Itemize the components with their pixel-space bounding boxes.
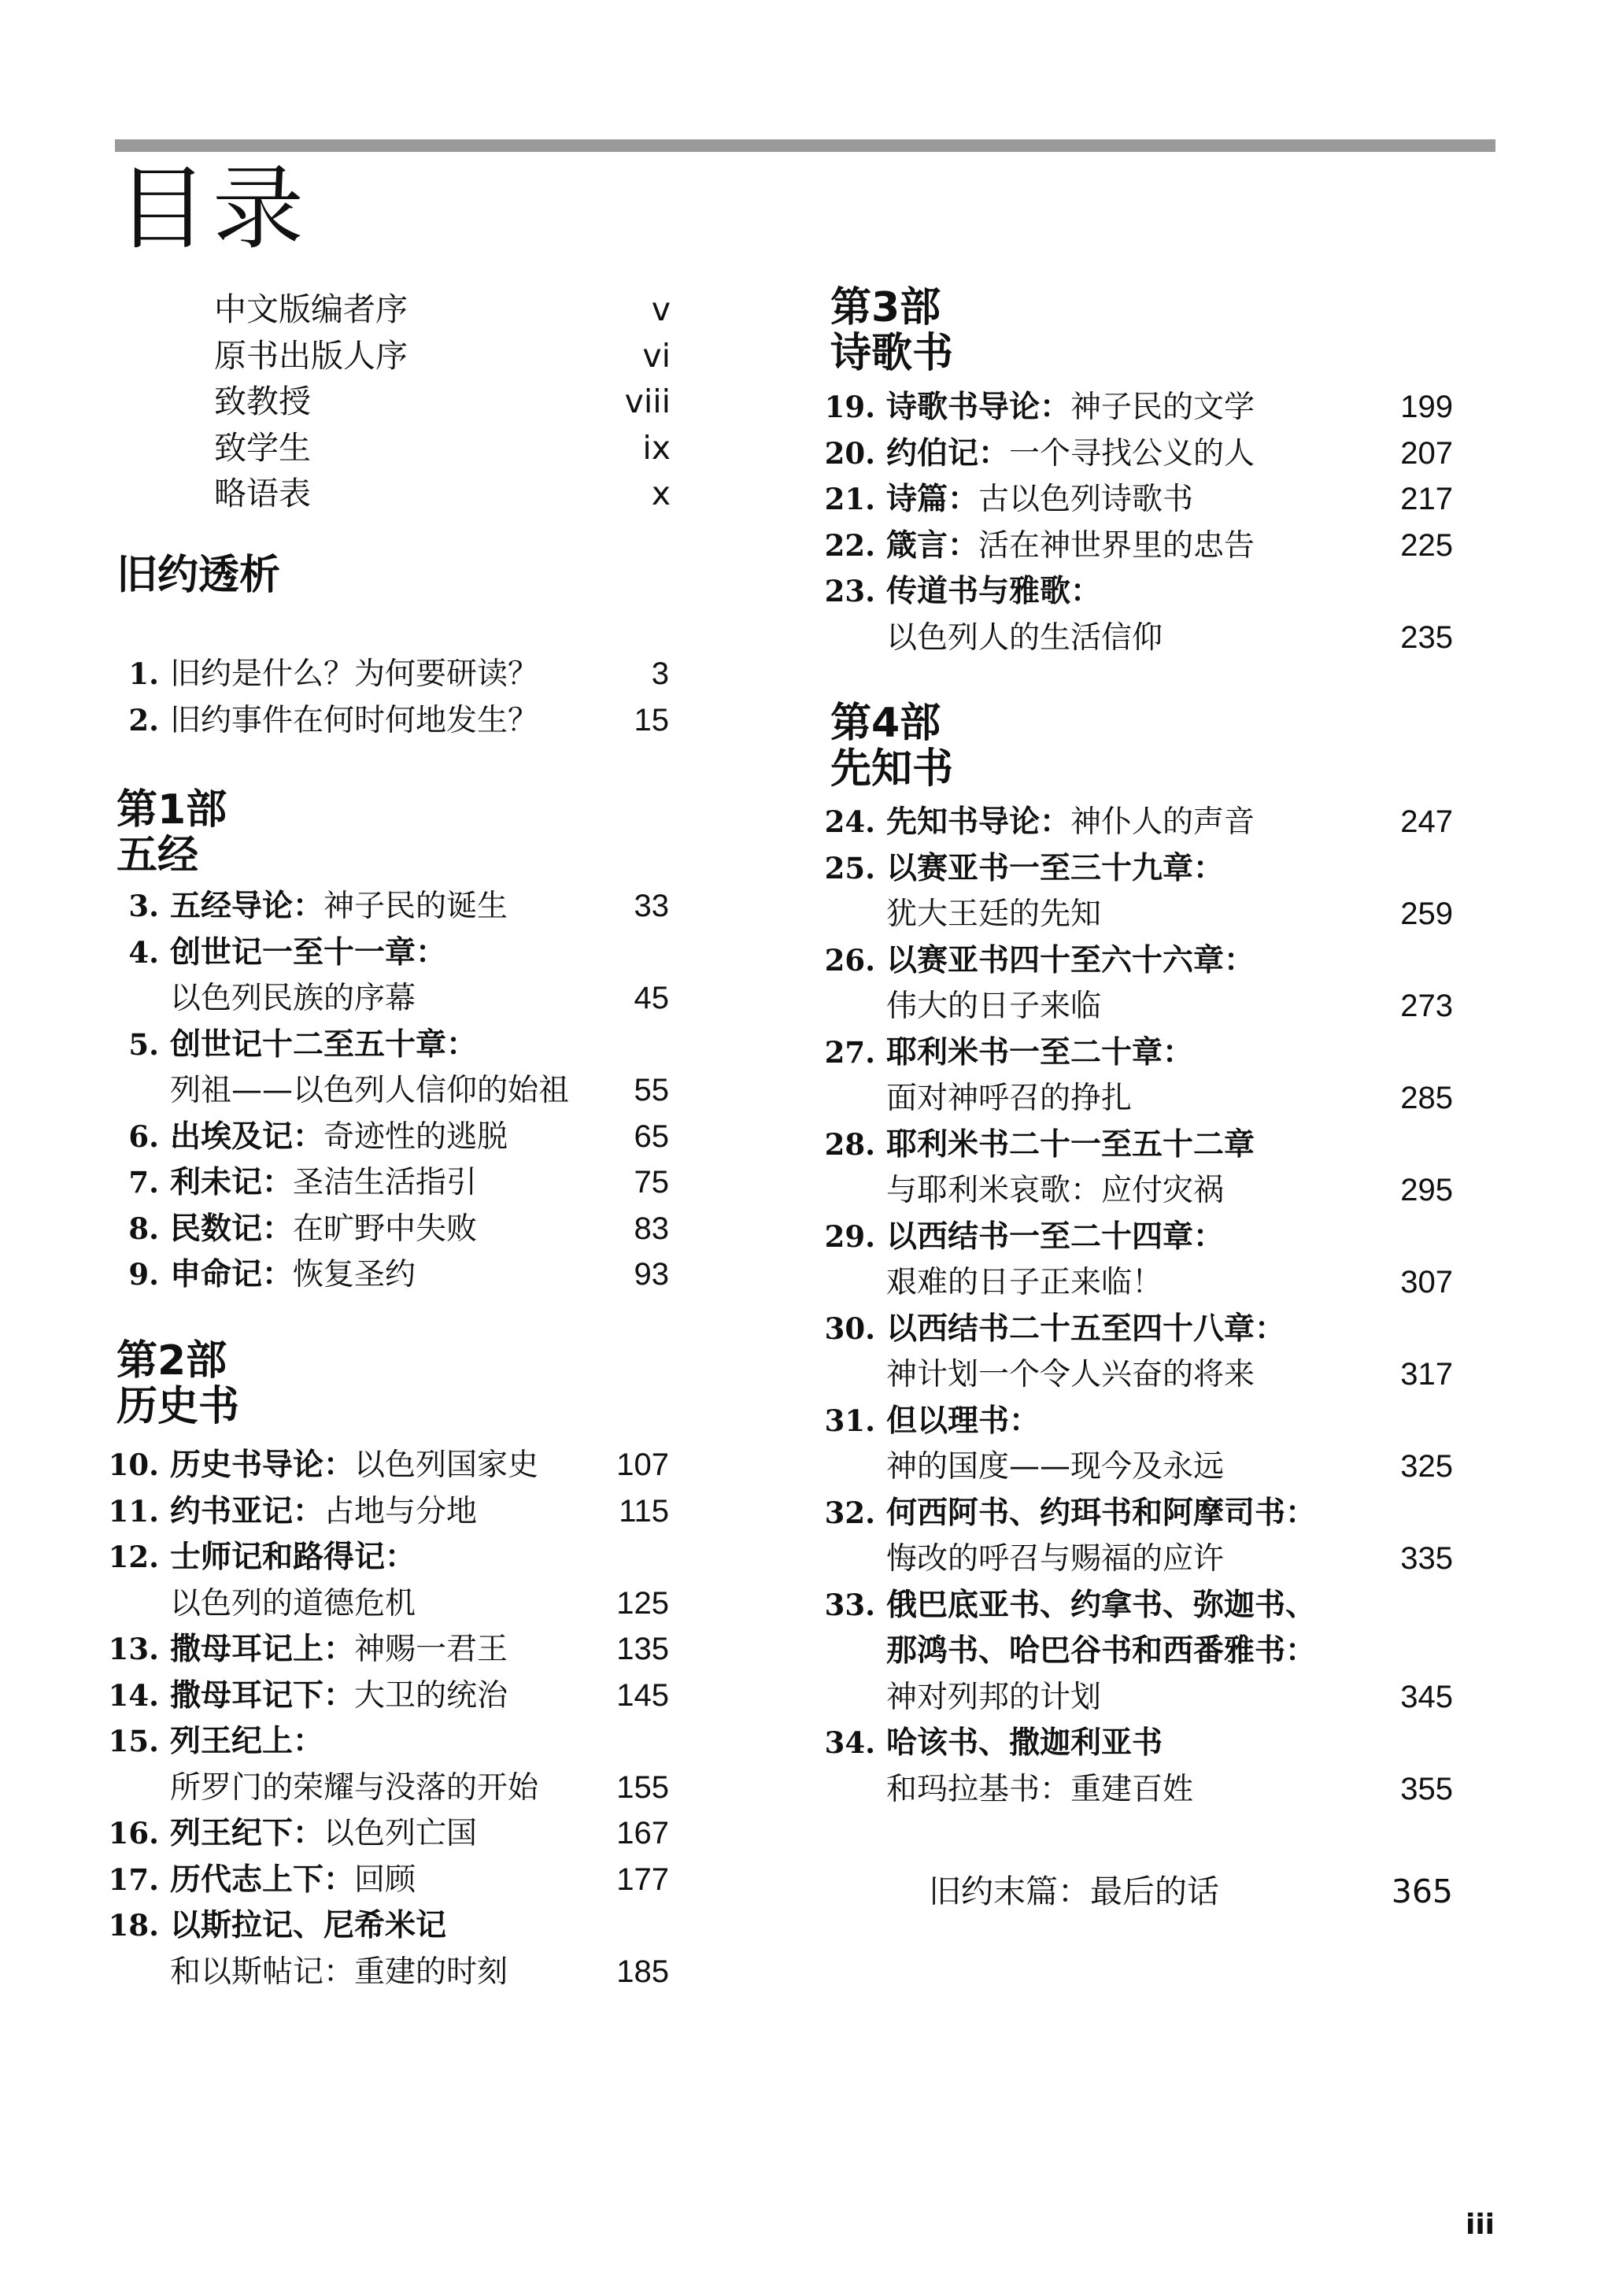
toc-entry[interactable]: 24. 先知书导论：神仆人的声音 247 — [824, 804, 1453, 840]
part3-entries — [819, 383, 1453, 659]
toc-entry[interactable]: 12. 士师记和路得记： 以色列的道德危机 125 — [108, 1540, 669, 1621]
part-heading: 第3部 诗歌书 — [830, 284, 954, 377]
toc-entry[interactable]: 22. 箴言：活在神世界里的忠告 225 — [824, 527, 1453, 564]
toc-entry[interactable]: 1. 旧约是什么？为何要研读？ 3 — [128, 656, 669, 692]
toc-entry-epilogue[interactable] — [929, 1865, 1453, 1912]
toc-entry[interactable]: 31. 但以理书： 神的国度——现今及永远 325 — [824, 1403, 1453, 1484]
toc-entry[interactable]: 3. 五经导论：神子民的诞生 33 — [128, 889, 669, 924]
part-heading: 第4部 先知书 — [830, 700, 954, 793]
toc-entry[interactable]: 略语表 x — [214, 475, 671, 512]
part4-entries — [819, 797, 1453, 1810]
toc-entry[interactable]: 26. 以赛亚书四十至六十六章： 伟大的日子来临 273 — [824, 942, 1453, 1024]
part2-entries — [102, 1440, 669, 1993]
part-heading: 第1部 五经 — [116, 786, 227, 879]
toc-entry[interactable]: 21. 诗篇：古以色列诗歌书 217 — [824, 482, 1453, 517]
toc-entry[interactable]: 2. 旧约事件在何时何地发生？ 15 — [128, 702, 669, 738]
toc-entry[interactable]: 16. 列王纪下：以色列亡国 167 — [108, 1816, 669, 1851]
toc-entry[interactable]: 33. 俄巴底亚书、约拿书、弥迦书、 那鸿书、哈巴谷书和西番雅书： 神对列邦的计划 345 — [824, 1587, 1453, 1715]
toc-entry[interactable]: 14. 撒母耳记下：大卫的统治 145 — [108, 1677, 669, 1714]
part-heading: 第2部 历史书 — [116, 1337, 240, 1430]
section-heading-overview: 旧约透析 — [116, 552, 281, 599]
toc-entry[interactable]: 7. 利未记：圣洁生活指引 75 — [128, 1165, 669, 1200]
toc-entry[interactable]: 致教授 viii — [214, 383, 671, 420]
toc-entry[interactable]: 34. 哈该书、撒迦利亚书 和玛拉基书：重建百姓 355 — [824, 1725, 1453, 1807]
epilogue-page: 365 — [1391, 1873, 1453, 1910]
page-title: 目录 — [116, 156, 309, 262]
toc-entry[interactable]: 28. 耶利米书二十一至五十二章 与耶利米哀歌：应付灾祸 295 — [824, 1126, 1453, 1208]
page-number: iii — [1466, 2209, 1495, 2241]
toc-entry[interactable]: 中文版编者序 v — [214, 290, 671, 328]
epilogue-title: 旧约末篇：最后的话 — [929, 1873, 1219, 1910]
toc-entry[interactable]: 29. 以西结书一至二十四章： 艰难的日子正来临！ 307 — [824, 1218, 1453, 1300]
part1-entries — [102, 882, 669, 1296]
toc-entry[interactable]: 6. 出埃及记：奇迹性的逃脱 65 — [128, 1118, 669, 1155]
overview-entries — [102, 649, 669, 741]
toc-entry[interactable]: 致学生 ix — [214, 428, 671, 467]
toc-entry[interactable]: 19. 诗歌书导论：神子民的文学 199 — [824, 390, 1453, 425]
toc-entry[interactable]: 18. 以斯拉记、尼希米记 和以斯帖记：重建的时刻 185 — [108, 1908, 669, 1990]
toc-entry[interactable]: 27. 耶利米书一至二十章： 面对神呼召的挣扎 285 — [824, 1034, 1453, 1116]
toc-entry[interactable]: 9. 申命记：恢复圣约 93 — [128, 1257, 669, 1292]
toc-entry[interactable]: 8. 民数记：在旷野中失败 83 — [128, 1211, 669, 1247]
toc-entry[interactable]: 23. 传道书与雅歌： 以色列人的生活信仰 235 — [824, 574, 1453, 656]
toc-entry[interactable]: 10. 历史书导论：以色列国家史 107 — [108, 1447, 669, 1483]
toc-entry[interactable]: 13. 撒母耳记上：神赐一君王 135 — [108, 1632, 669, 1667]
front-matter-list — [214, 283, 671, 514]
toc-entry[interactable]: 4. 创世记一至十一章： 以色列民族的序幕 45 — [128, 934, 669, 1016]
toc-entry[interactable]: 25. 以赛亚书一至三十九章： 犹大王廷的先知 259 — [824, 850, 1453, 932]
toc-entry[interactable]: 30. 以西结书二十五至四十八章： 神计划一个令人兴奋的将来 317 — [824, 1311, 1453, 1392]
toc-entry[interactable]: 11. 约书亚记：占地与分地 115 — [108, 1493, 669, 1529]
toc-entry[interactable]: 32. 何西阿书、约珥书和阿摩司书： 悔改的呼召与赐福的应许 335 — [824, 1495, 1453, 1577]
toc-entry[interactable]: 5. 创世记十二至五十章： 列祖——以色列人信仰的始祖 55 — [128, 1026, 669, 1108]
toc-entry[interactable]: 15. 列王纪上： 所罗门的荣耀与没落的开始 155 — [108, 1724, 669, 1806]
toc-entry[interactable]: 20. 约伯记：一个寻找公义的人 207 — [824, 435, 1453, 471]
toc-entry[interactable]: 原书出版人序 vi — [214, 336, 671, 375]
header-rule — [115, 139, 1495, 152]
toc-entry[interactable]: 17. 历代志上下：回顾 177 — [108, 1862, 669, 1898]
